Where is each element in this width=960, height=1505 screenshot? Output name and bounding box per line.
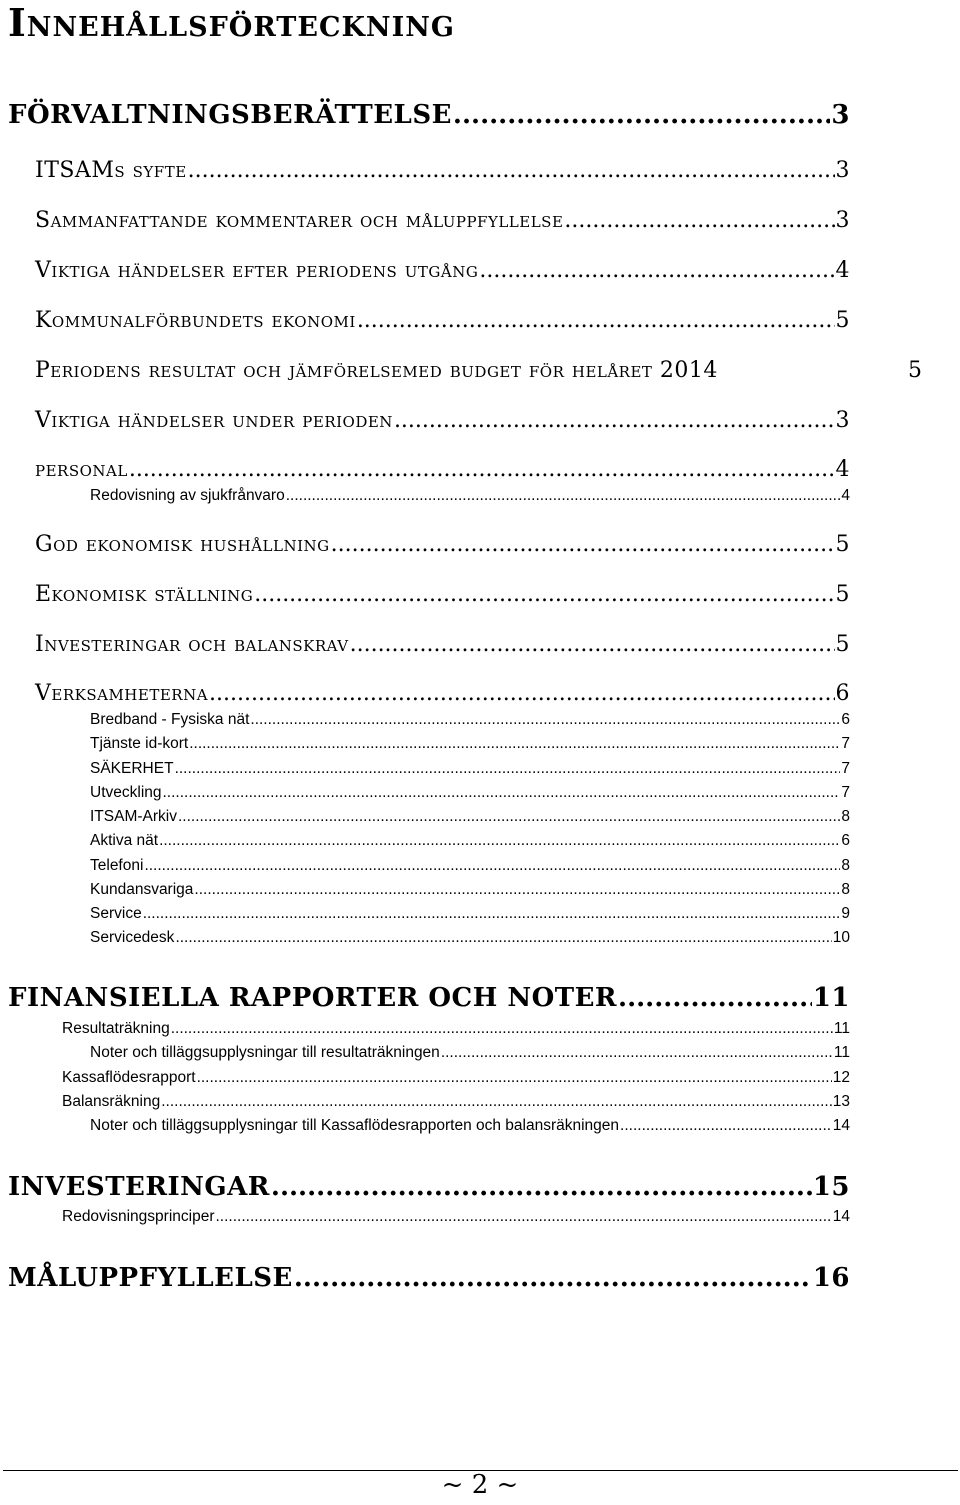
toc-leader (194, 881, 840, 899)
toc-subentry[interactable] (62, 1093, 850, 1111)
toc-page: 13 (832, 1093, 850, 1110)
toc-page: 6 (841, 832, 850, 849)
toc-leader (178, 808, 840, 826)
toc-leader (350, 632, 835, 657)
toc-subentry[interactable] (90, 808, 850, 826)
toc-leader (161, 1093, 832, 1111)
toc-heading[interactable] (8, 1263, 850, 1293)
toc-page: 5 (835, 582, 850, 607)
toc-page: 4 (835, 457, 850, 482)
toc-text: FÖRVALTNINGSBERÄTTELSE (8, 100, 452, 130)
toc-text: Viktiga händelser under perioden (35, 408, 393, 433)
toc-subentry[interactable] (90, 487, 850, 505)
toc-subentry[interactable] (62, 1020, 850, 1038)
toc-leader (188, 158, 835, 183)
toc-page: 16 (812, 1263, 850, 1293)
toc-text: Resultaträkning (62, 1020, 170, 1037)
toc-text: MÅLUPPFYLLELSE (8, 1263, 293, 1293)
toc-page: 3 (835, 158, 850, 183)
toc-leader (129, 457, 835, 482)
toc-entry[interactable] (35, 258, 850, 283)
toc-page: 7 (841, 784, 850, 801)
toc-page: 4 (841, 487, 850, 504)
toc-leader (216, 1208, 832, 1226)
toc-text: Kassaflödesrapport (62, 1069, 196, 1086)
toc-leader (441, 1044, 833, 1062)
toc-text: Redovisningsprinciper (62, 1208, 215, 1225)
toc-leader (331, 532, 835, 557)
toc-page: 5 (835, 308, 850, 333)
toc-text: Verksamheterna (35, 681, 209, 706)
toc-text: Noter och tilläggsupplysningar till resultaträkningen (90, 1044, 440, 1061)
toc-heading[interactable] (8, 100, 850, 130)
toc-subentry[interactable] (90, 760, 850, 778)
toc-page: 8 (841, 808, 850, 825)
toc-subentry[interactable] (90, 905, 850, 923)
toc-subentry[interactable] (90, 735, 850, 753)
toc-entry[interactable] (35, 532, 850, 557)
toc-subentry[interactable] (90, 857, 850, 875)
toc-entry[interactable] (35, 632, 850, 657)
toc-text: Kundansvariga (90, 881, 194, 898)
toc-leader (453, 100, 830, 130)
toc-page: 7 (841, 760, 850, 777)
toc-leader (250, 711, 840, 729)
toc-leader (294, 1263, 812, 1293)
toc-leader (394, 408, 835, 433)
toc-entry[interactable] (35, 582, 850, 607)
toc-leader (564, 208, 834, 233)
toc-text: God ekonomisk hushållning (35, 532, 330, 557)
toc-text: Kommunalförbundets ekonomi (35, 308, 356, 333)
toc-leader (479, 258, 834, 283)
toc-page: 3 (835, 408, 850, 433)
toc-page: 10 (832, 929, 850, 946)
toc-subentry[interactable] (90, 711, 850, 729)
toc-leader (175, 929, 831, 947)
toc-leader (171, 1020, 833, 1038)
toc-leader (159, 832, 840, 850)
toc-text: Sammanfattande kommentarer och måluppfyllelse (35, 208, 564, 233)
toc-subentry[interactable] (90, 1117, 850, 1135)
toc-entry[interactable] (35, 457, 850, 482)
toc-entry[interactable] (35, 308, 850, 333)
toc-text: Balansräkning (62, 1093, 161, 1110)
toc-text: Tjänste id-kort (90, 735, 189, 752)
toc-text: Redovisning av sjukfrånvaro (90, 487, 285, 504)
toc-text: personal (35, 457, 128, 482)
toc-text: Ekonomisk ställning (35, 582, 254, 607)
toc-entry[interactable] (35, 681, 850, 706)
toc-page: 14 (832, 1117, 850, 1134)
toc-leader (357, 308, 835, 333)
toc-page: 11 (812, 983, 850, 1013)
toc-text: Noter och tilläggsupplysningar till Kassaflödesrapporten och balansräkningen (90, 1117, 620, 1134)
toc-text: Utveckling (90, 784, 162, 801)
toc-page: 9 (841, 905, 850, 922)
toc-subentry[interactable] (90, 929, 850, 947)
toc-leader (271, 1172, 812, 1202)
toc-page: 6 (841, 711, 850, 728)
toc-subentry[interactable] (62, 1069, 850, 1087)
toc-leader (620, 1117, 832, 1135)
page-title: Innehållsförteckning (8, 0, 455, 45)
toc-page: 4 (835, 258, 850, 283)
toc-text: Service (90, 905, 142, 922)
toc-page: 12 (832, 1069, 850, 1086)
toc-leader (163, 784, 841, 802)
toc-subentry[interactable] (90, 784, 850, 802)
toc-subentry[interactable] (90, 881, 850, 899)
toc-leader (175, 760, 841, 778)
toc-subentry[interactable] (90, 1044, 850, 1062)
toc-text: Viktiga händelser efter periodens utgång (35, 258, 479, 283)
toc-text: Investeringar och balanskrav (35, 632, 349, 657)
toc-leader (144, 857, 840, 875)
toc-page: 3 (835, 208, 850, 233)
toc-page: 8 (841, 857, 850, 874)
toc-page: 3 (831, 100, 850, 130)
toc-page: 15 (812, 1172, 850, 1202)
toc-page: 8 (841, 881, 850, 898)
toc-heading[interactable] (8, 983, 850, 1013)
toc-text: ITSAMs syfte (35, 158, 187, 183)
toc-entry[interactable] (35, 208, 850, 233)
toc-leader (286, 487, 841, 505)
toc-leader (189, 735, 840, 753)
page-number: ~ 2 ~ (441, 1470, 519, 1500)
toc-text: Bredband - Fysiska nät (90, 711, 250, 728)
toc-heading[interactable] (8, 1172, 850, 1202)
toc-entry[interactable] (35, 408, 850, 433)
toc-entry-text[interactable]: Periodens resultat och jämförelsemed budget för helåret 2014 (35, 358, 718, 383)
toc-entry[interactable] (35, 158, 850, 183)
toc-leader (209, 681, 834, 706)
toc-text: FINANSIELLA RAPPORTER OCH NOTER (8, 983, 618, 1013)
toc-page: 7 (841, 735, 850, 752)
toc-page: 6 (835, 681, 850, 706)
toc-leader (143, 905, 841, 923)
toc-text: Aktiva nät (90, 832, 159, 849)
toc-text: Servicedesk (90, 929, 175, 946)
toc-subentry[interactable] (90, 832, 850, 850)
toc-page: 5 (835, 532, 850, 557)
toc-page: 11 (833, 1020, 850, 1037)
toc-text: ITSAM-Arkiv (90, 808, 177, 825)
toc-text: INVESTERINGAR (8, 1172, 270, 1202)
toc-text: SÄKERHET (90, 760, 174, 777)
toc-leader (254, 582, 834, 607)
toc-leader (618, 983, 812, 1013)
toc-subentry[interactable] (62, 1208, 850, 1226)
toc-text: Telefoni (90, 857, 144, 874)
toc-leader (197, 1069, 832, 1087)
toc-page: 14 (832, 1208, 850, 1225)
toc-page: 5 (835, 632, 850, 657)
toc-page: 11 (833, 1044, 850, 1061)
toc-page: 5 (908, 358, 922, 383)
